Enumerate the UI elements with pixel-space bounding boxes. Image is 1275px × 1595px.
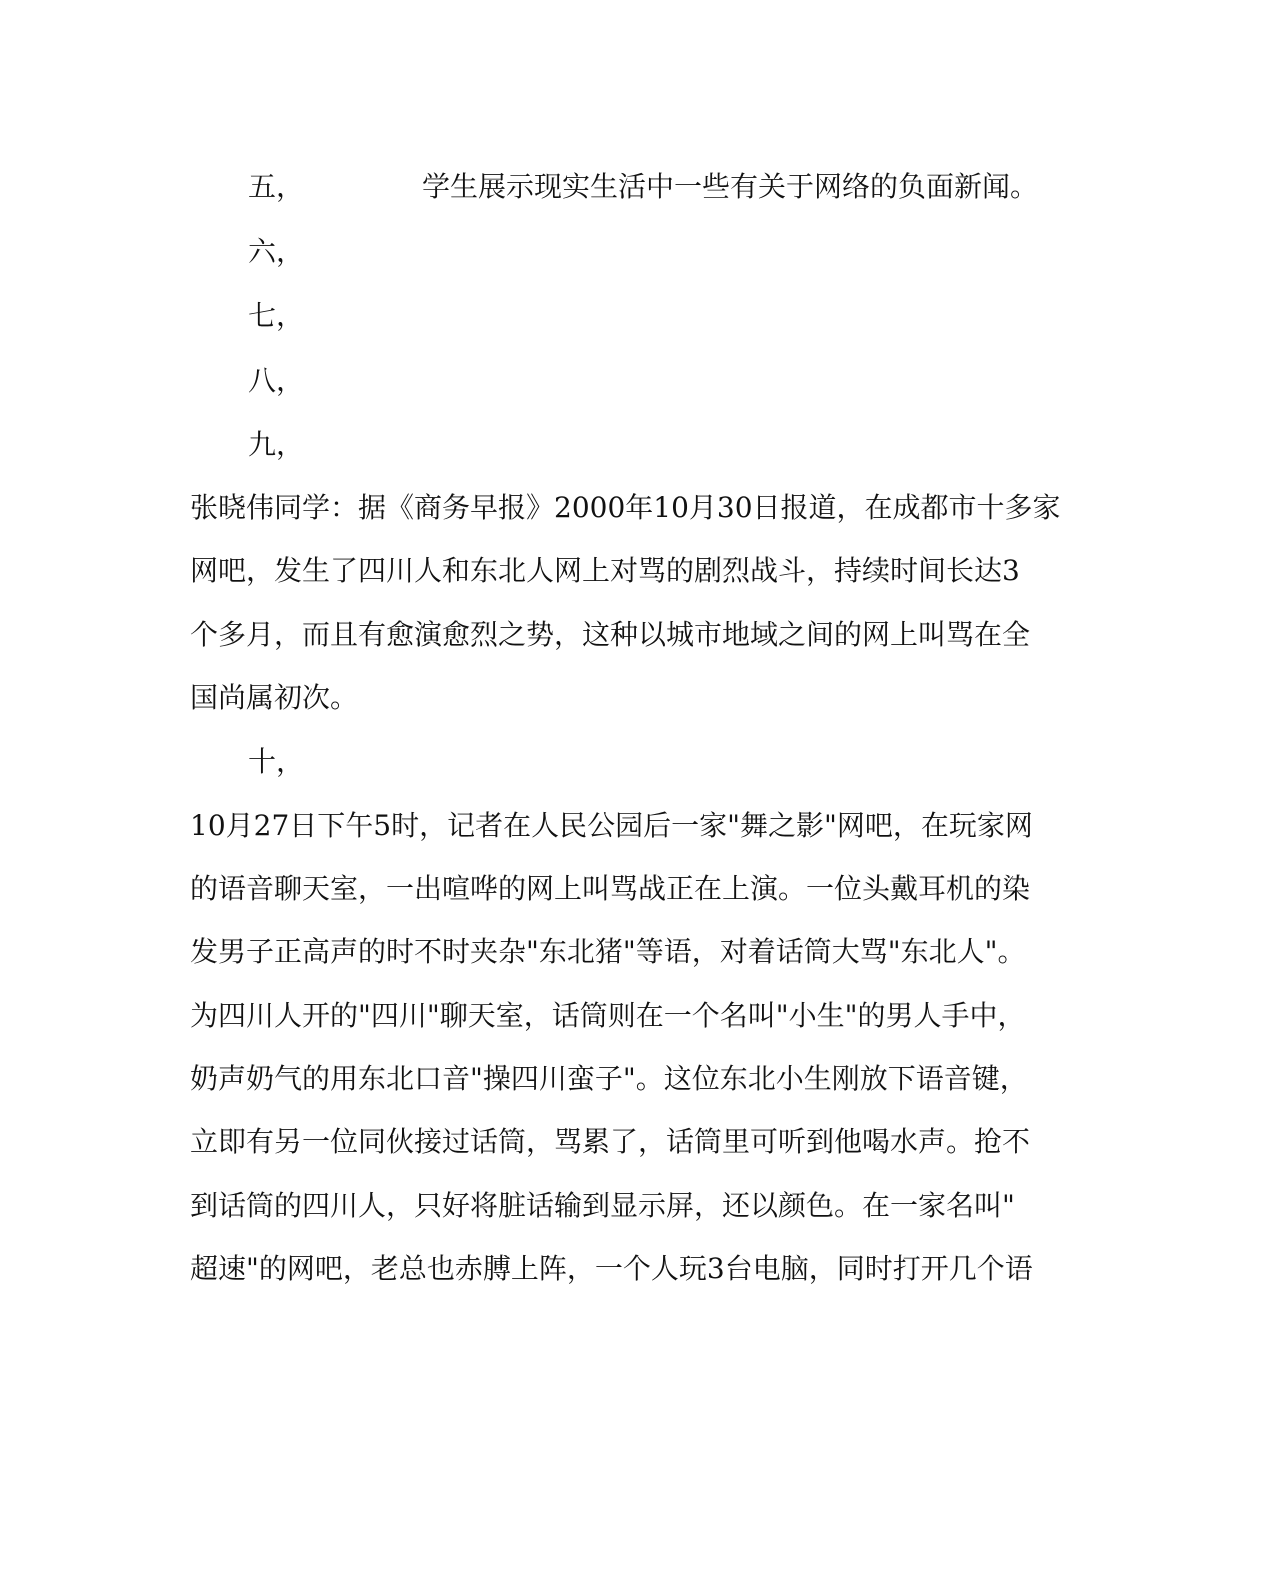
item-eight-label: 八， xyxy=(248,364,305,397)
paragraph2-line-4: 为四川人开的"四川"聊天室，话筒则在一个名叫"小生"的男人手中， xyxy=(190,999,1026,1032)
item-nine-label: 九， xyxy=(248,428,305,461)
paragraph1-line-4: 国尚属初次。 xyxy=(190,681,359,714)
paragraph2-line-1: 10月27日下午5时，记者在人民公园后一家"舞之影"网吧，在玩家网 xyxy=(190,809,1033,842)
paragraph2-line-5: 奶声奶气的用东北口音"操四川蛮子"。这位东北小生刚放下语音键， xyxy=(190,1062,1028,1095)
item-five-label: 五， xyxy=(248,170,305,203)
paragraph2-line-3: 发男子正高声的时不时夹杂"东北猪"等语，对着话筒大骂"东北人"。 xyxy=(190,935,1026,968)
item-ten-label: 十， xyxy=(248,745,305,778)
paragraph2-line-2: 的语音聊天室，一出喧哗的网上叫骂战正在上演。一位头戴耳机的染 xyxy=(190,872,1031,905)
item-six-label: 六， xyxy=(248,235,305,268)
paragraph2-line-7: 到话筒的四川人，只好将脏话输到显示屏，还以颜色。在一家名叫" xyxy=(190,1189,1015,1222)
paragraph2-line-8: 超速"的网吧，老总也赤膊上阵，一个人玩3台电脑，同时打开几个语 xyxy=(190,1252,1033,1285)
item-seven-label: 七， xyxy=(248,299,305,332)
paragraph2-line-6: 立即有另一位同伙接过话筒，骂累了，话筒里可听到他喝水声。抢不 xyxy=(190,1125,1031,1158)
item-five-text: 学生展示现实生活中一些有关于网络的负面新闻。 xyxy=(422,170,1039,203)
paragraph1-line-1: 张晓伟同学：据《商务早报》2000年10月30日报道，在成都市十多家 xyxy=(190,491,1061,524)
paragraph1-line-2: 网吧，发生了四川人和东北人网上对骂的剧烈战斗，持续时间长达3 xyxy=(190,554,1020,587)
paragraph1-line-3: 个多月，而且有愈演愈烈之势，这种以城市地域之间的网上叫骂在全 xyxy=(190,618,1031,651)
